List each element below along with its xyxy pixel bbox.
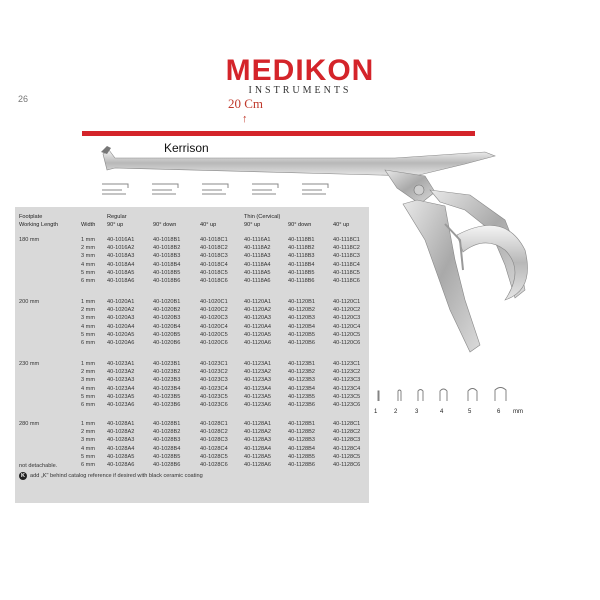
catalog-code-cell: 40-1023B1 [153,361,181,367]
width-cell: 3 mm [81,253,95,260]
width-cell: 2 mm [81,369,95,376]
tip-size-2: 2 [394,409,398,415]
catalog-code-cell: 40-1118A2 [244,245,271,252]
width-cell: 6 mm [81,402,95,408]
catalog-code-cell: 40-1128A3 [244,437,271,444]
catalog-code-cell: 40-1120A6 [244,340,271,346]
catalog-code-cell: 40-1023B6 [153,402,181,408]
catalog-code-cell: 40-1120A4 [244,323,271,330]
col-header-regular-90-down: 90° down [153,222,177,228]
catalog-code-cell: 40-1123C3 [333,377,361,384]
catalog-code-cell: 40-1028C5 [200,453,228,460]
catalog-code-cell: 40-1028B5 [153,453,181,460]
catalog-code-cell: 40-1128C5 [333,453,361,460]
catalog-code-cell: 40-1120A3 [244,315,271,322]
catalog-code-cell: 40-1028A4 [107,445,135,452]
col-header-thin-40-up: 40° up [333,222,350,228]
width-cell: 6 mm [81,278,95,284]
width-cell: 1 mm [81,421,95,427]
catalog-code-cell: 40-1128A6 [244,462,271,468]
catalog-code-cell: 40-1128A2 [244,429,271,436]
width-cell: 3 mm [81,437,95,444]
catalog-code-cell: 40-1018C5 [200,269,228,276]
catalog-code-cell: 40-1028A3 [107,437,135,444]
catalog-code-cell: 40-1020B5 [153,331,181,338]
catalog-code-cell: 40-1018B2 [153,245,181,252]
catalog-code-cell: 40-1120C2 [333,307,361,314]
catalog-code-cell: 40-1016A1 [107,237,135,243]
catalog-code-cell: 40-1018B4 [153,261,181,268]
tip-size-4: 4 [440,409,444,415]
catalog-code-cell: 40-1128B3 [288,437,315,444]
catalog-code-cell: 40-1018C3 [200,253,228,260]
footplate-label: Footplate [19,214,43,220]
catalog-code-cell: 40-1118C3 [333,253,360,260]
catalog-code-cell: 40-1028B6 [153,462,181,468]
width-cell: 1 mm [81,299,95,305]
footnote-ceramic-coating: add „K" behind catalog reference if desired with black ceramic coating [30,473,203,479]
catalog-code-cell: 40-1118C6 [333,278,360,284]
catalog-code-cell: 40-1123C6 [333,402,361,408]
catalog-code-cell: 40-1120C4 [333,323,361,330]
catalog-code-cell: 40-1028B4 [153,445,181,452]
catalog-code-cell: 40-1023C3 [200,377,228,384]
width-cell: 1 mm [81,237,95,243]
catalog-code-cell: 40-1123C5 [333,393,361,400]
catalog-code-cell: 40-1020C1 [200,299,228,305]
catalog-code-cell: 40-1120A1 [244,299,271,305]
catalog-code-cell: 40-1028A6 [107,462,135,468]
footnote-not-detachable: not detachable. [19,463,58,469]
arrow-up-icon: ↑ [242,113,248,125]
catalog-code-cell: 40-1118A6 [244,278,271,284]
catalog-table-panel [15,207,369,503]
catalog-code-cell: 40-1116A1 [244,237,271,243]
catalog-code-cell: 40-1118B3 [288,253,315,260]
catalog-code-cell: 40-1118C1 [333,237,360,243]
catalog-code-cell: 40-1028B1 [153,421,181,427]
length-scale-bar [82,131,475,136]
catalog-code-cell: 40-1018C6 [200,278,228,284]
catalog-code-cell: 40-1018A6 [107,278,135,284]
tip-size-unit: mm [513,409,523,415]
catalog-code-cell: 40-1120B1 [288,299,315,305]
ceramic-coating-badge-icon: K [19,472,27,480]
page-number: 26 [18,94,29,104]
catalog-code-cell: 40-1018C1 [200,237,228,243]
catalog-code-cell: 40-1020B6 [153,340,181,346]
catalog-code-cell: 40-1020A6 [107,340,135,346]
catalog-code-cell: 40-1020A1 [107,299,135,305]
width-cell: 1 mm [81,361,95,367]
tip-size-3: 3 [415,409,419,415]
catalog-code-cell: 40-1128A4 [244,445,271,452]
catalog-code-cell: 40-1118B5 [288,269,315,276]
tip-profile-diagrams [98,180,358,200]
catalog-code-cell: 40-1120C3 [333,315,361,322]
catalog-code-cell: 40-1020B3 [153,315,181,322]
catalog-code-cell: 40-1118B6 [288,278,315,284]
catalog-code-cell: 40-1023C2 [200,369,228,376]
tip-size-5: 5 [468,409,472,415]
width-cell: 2 mm [81,429,95,436]
catalog-code-cell: 40-1018B1 [153,237,181,243]
catalog-code-cell: 40-1020A3 [107,315,135,322]
catalog-code-cell: 40-1028C3 [200,437,228,444]
thin-cervical-header: Thin (Cervical) [244,214,281,220]
catalog-code-cell: 40-1023A4 [107,385,135,392]
catalog-code-cell: 40-1020A4 [107,323,135,330]
catalog-code-cell: 40-1118B2 [288,245,315,252]
catalog-code-cell: 40-1023A6 [107,402,135,408]
catalog-code-cell: 40-1120C1 [333,299,361,305]
catalog-code-cell: 40-1028A2 [107,429,135,436]
catalog-code-cell: 40-1120C5 [333,331,361,338]
catalog-code-cell: 40-1123C2 [333,369,361,376]
width-cell: 2 mm [81,245,95,252]
catalog-code-cell: 40-1128B6 [288,462,315,468]
catalog-code-cell: 40-1023A2 [107,369,135,376]
catalog-code-cell: 40-1023A5 [107,393,135,400]
catalog-code-cell: 40-1028B3 [153,437,181,444]
tip-size-1: 1 [374,409,378,415]
catalog-code-cell: 40-1123B5 [288,393,315,400]
catalog-code-cell: 40-1128C2 [333,429,361,436]
width-cell: 5 mm [81,393,95,400]
catalog-code-cell: 40-1123B1 [288,361,315,367]
tip-size-6: 6 [497,409,501,415]
catalog-code-cell: 40-1018A3 [107,253,135,260]
catalog-code-cell: 40-1020A5 [107,331,135,338]
catalog-code-cell: 40-1018B5 [153,269,181,276]
catalog-code-cell: 40-1120A5 [244,331,271,338]
catalog-code-cell: 40-1123A1 [244,361,271,367]
catalog-code-cell: 40-1123A6 [244,402,271,408]
width-cell: 4 mm [81,323,95,330]
working-length-280mm: 280 mm [19,421,40,427]
catalog-code-cell: 40-1118C5 [333,269,360,276]
catalog-code-cell: 40-1128B4 [288,445,315,452]
catalog-code-cell: 40-1028C4 [200,445,228,452]
width-cell: 4 mm [81,261,95,268]
catalog-code-cell: 40-1020B2 [153,307,181,314]
catalog-code-cell: 40-1028B2 [153,429,181,436]
catalog-code-cell: 40-1120B5 [288,331,315,338]
catalog-code-cell: 40-1020A2 [107,307,135,314]
catalog-code-cell: 40-1123B2 [288,369,315,376]
col-header-thin-90-down: 90° down [288,222,312,228]
brand-logo [205,55,395,100]
catalog-code-cell: 40-1023C1 [200,361,228,367]
catalog-code-cell: 40-1023B2 [153,369,181,376]
width-cell: 4 mm [81,385,95,392]
catalog-code-cell: 40-1120C6 [333,340,361,346]
catalog-code-cell: 40-1020C2 [200,307,228,314]
catalog-code-cell: 40-1020C6 [200,340,228,346]
width-label: Width [81,222,96,228]
catalog-code-cell: 40-1118C4 [333,261,360,268]
catalog-code-cell: 40-1120B4 [288,323,315,330]
width-cell: 3 mm [81,377,95,384]
working-length-230mm: 230 mm [19,361,40,367]
catalog-code-cell: 40-1123B3 [288,377,315,384]
col-header-regular-40-up: 40° up [200,222,217,228]
catalog-code-cell: 40-1128C3 [333,437,361,444]
catalog-code-cell: 40-1023A1 [107,361,135,367]
product-title: Kerrison [164,141,209,155]
catalog-code-cell: 40-1120B3 [288,315,315,322]
size-label: 20 Cm [228,96,264,111]
width-cell: 6 mm [81,340,95,346]
catalog-code-cell: 40-1023B3 [153,377,181,384]
catalog-code-cell: 40-1128A5 [244,453,271,460]
width-cell: 2 mm [81,307,95,314]
working-length-200mm: 200 mm [19,299,40,305]
catalog-code-cell: 40-1128C6 [333,462,361,468]
regular-header: Regular [107,214,127,220]
catalog-code-cell: 40-1020C5 [200,331,228,338]
catalog-code-cell: 40-1118A4 [244,261,271,268]
working-length-180mm: 180 mm [19,237,40,243]
catalog-code-cell: 40-1018C2 [200,245,228,252]
catalog-code-cell: 40-1018B3 [153,253,181,260]
catalog-code-cell: 40-1118C2 [333,245,360,252]
catalog-code-cell: 40-1028A1 [107,421,135,427]
catalog-code-cell: 40-1128B1 [288,421,315,427]
catalog-code-cell: 40-1118B4 [288,261,315,268]
catalog-code-cell: 40-1128A1 [244,421,271,427]
catalog-code-cell: 40-1123B6 [288,402,315,408]
working-length-label: Working Length [19,222,59,228]
catalog-code-cell: 40-1023B5 [153,393,181,400]
col-header-regular-90-up: 90° up [107,222,124,228]
catalog-code-cell: 40-1020B1 [153,299,181,305]
width-cell: 6 mm [81,462,95,468]
catalog-code-cell: 40-1128B2 [288,429,315,436]
width-cell: 5 mm [81,269,95,276]
catalog-code-cell: 40-1123A3 [244,377,271,384]
tip-size-symbols [368,385,548,405]
catalog-code-cell: 40-1028A5 [107,453,135,460]
catalog-code-cell: 40-1028C1 [200,421,228,427]
width-cell: 5 mm [81,331,95,338]
catalog-code-cell: 40-1120B2 [288,307,315,314]
catalog-code-cell: 40-1020B4 [153,323,181,330]
catalog-code-cell: 40-1020C4 [200,323,228,330]
catalog-code-cell: 40-1123B4 [288,385,315,392]
catalog-code-cell: 40-1120B6 [288,340,315,346]
catalog-code-cell: 40-1018B6 [153,278,181,284]
catalog-code-cell: 40-1018A4 [107,261,135,268]
catalog-code-cell: 40-1120A2 [244,307,271,314]
catalog-code-cell: 40-1023A3 [107,377,135,384]
width-cell: 5 mm [81,453,95,460]
catalog-code-cell: 40-1118B1 [288,237,315,243]
catalog-code-cell: 40-1023C5 [200,393,228,400]
catalog-code-cell: 40-1128B5 [288,453,315,460]
catalog-code-cell: 40-1018C4 [200,261,228,268]
col-header-thin-90-up: 90° up [244,222,261,228]
width-cell: 3 mm [81,315,95,322]
catalog-code-cell: 40-1018A5 [107,269,135,276]
catalog-code-cell: 40-1020C3 [200,315,228,322]
catalog-code-cell: 40-1023B4 [153,385,181,392]
width-cell: 4 mm [81,445,95,452]
catalog-code-cell: 40-1023C4 [200,385,228,392]
catalog-code-cell: 40-1123A2 [244,369,271,376]
catalog-code-cell: 40-1128C1 [333,421,361,427]
catalog-code-cell: 40-1123C1 [333,361,361,367]
logo-brand-text: MEDIKON [225,54,375,87]
catalog-code-cell: 40-1023C6 [200,402,228,408]
catalog-code-cell: 40-1123A5 [244,393,271,400]
catalog-code-cell: 40-1123C4 [333,385,361,392]
logo-subtitle-text: INSTRUMENTS [248,85,352,96]
catalog-code-cell: 40-1118A5 [244,269,271,276]
catalog-code-cell: 40-1028C2 [200,429,228,436]
catalog-code-cell: 40-1128C4 [333,445,361,452]
catalog-code-cell: 40-1016A2 [107,245,135,252]
catalog-code-cell: 40-1028C6 [200,462,228,468]
catalog-code-cell: 40-1123A4 [244,385,271,392]
catalog-code-cell: 40-1118A3 [244,253,271,260]
